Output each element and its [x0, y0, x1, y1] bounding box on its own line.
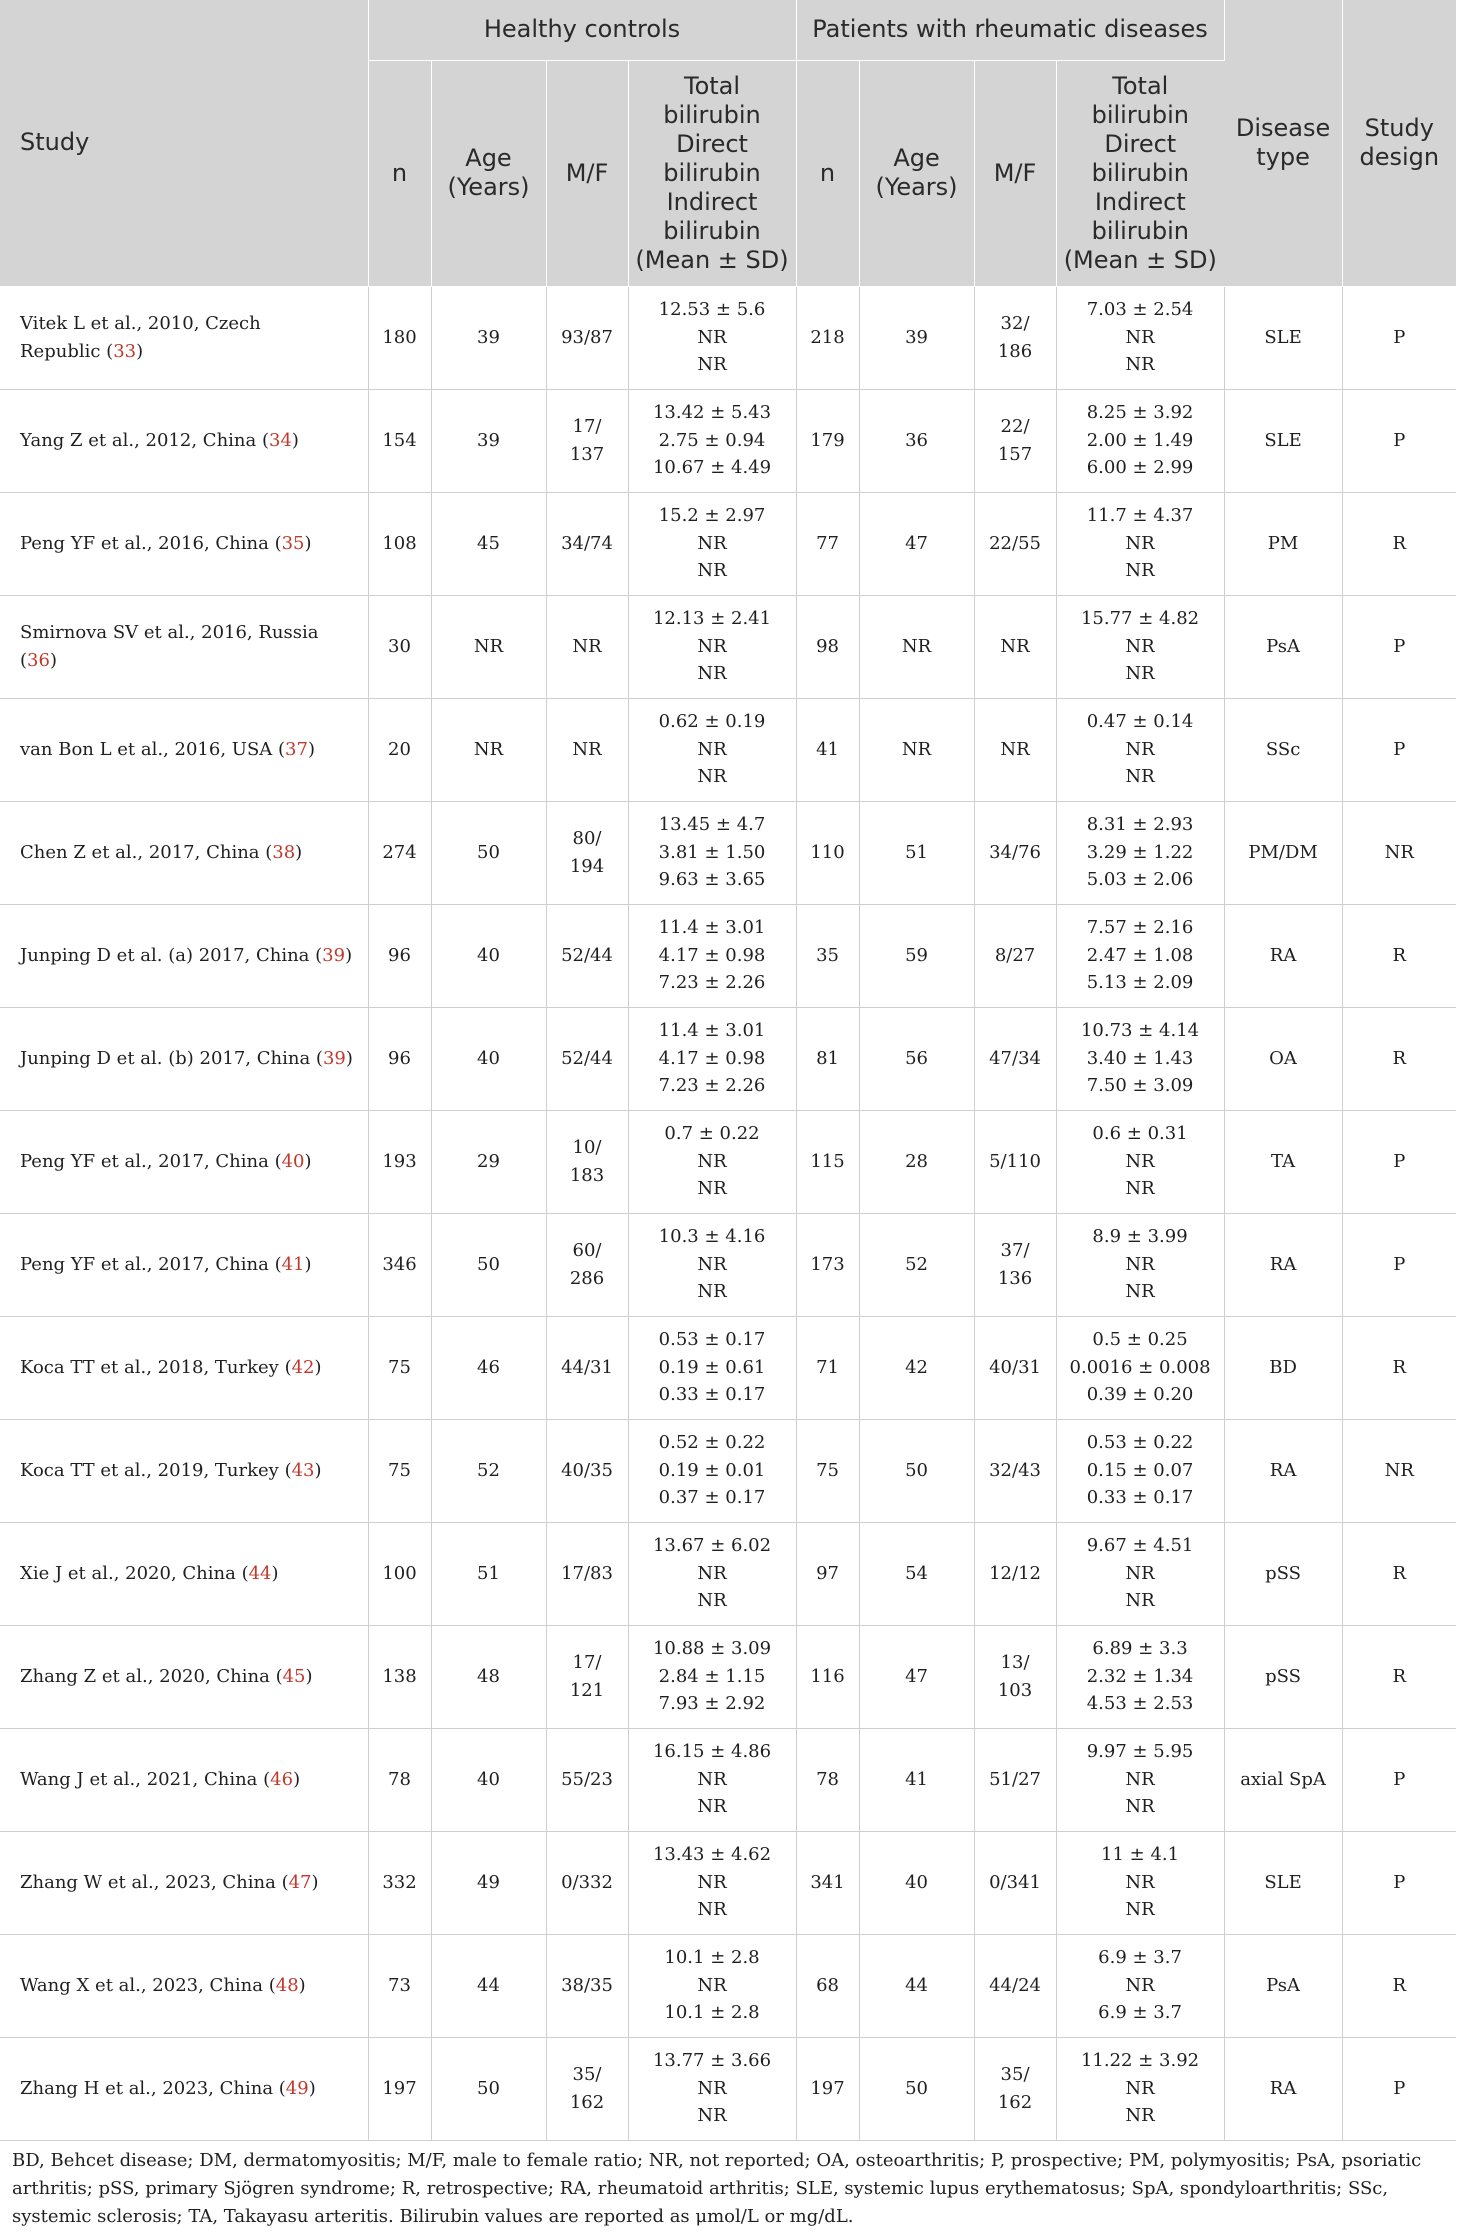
study-design-cell: P: [1342, 2037, 1456, 2140]
study-cell: van Bon L et al., 2016, USA (37): [0, 698, 368, 801]
hc-n-header: n: [368, 60, 431, 286]
study-text: Zhang W et al., 2023, China (: [20, 1871, 289, 1893]
p-age-cell: 59: [859, 904, 974, 1007]
study-design-cell: P: [1342, 1728, 1456, 1831]
hc-n-cell: 100: [368, 1522, 431, 1625]
p-mf-cell: 5/110: [974, 1110, 1056, 1213]
p-mf-cell: NR: [974, 595, 1056, 698]
disease-type-cell: SLE: [1224, 1831, 1342, 1934]
hc-n-cell: 274: [368, 801, 431, 904]
hc-mf-cell: 40/35: [546, 1419, 628, 1522]
study-cell: Wang J et al., 2021, China (46): [0, 1728, 368, 1831]
hc-bilirubin-cell: 0.52 ± 0.22 0.19 ± 0.01 0.37 ± 0.17: [628, 1419, 796, 1522]
p-n-cell: 116: [796, 1625, 859, 1728]
p-age-cell: 41: [859, 1728, 974, 1831]
p-age-cell: 56: [859, 1007, 974, 1110]
p-age-cell: 47: [859, 492, 974, 595]
hc-bilirubin-cell: 0.62 ± 0.19 NR NR: [628, 698, 796, 801]
disease-type-cell: OA: [1224, 1007, 1342, 1110]
hc-n-cell: 154: [368, 389, 431, 492]
study-text: Junping D et al. (b) 2017, China (: [20, 1047, 323, 1069]
p-age-cell: 47: [859, 1625, 974, 1728]
hc-mf-cell: 80/ 194: [546, 801, 628, 904]
hc-mf-cell: 52/44: [546, 1007, 628, 1110]
p-bilirubin-cell: 8.9 ± 3.99 NR NR: [1056, 1213, 1224, 1316]
table-row: [0, 1213, 1456, 1316]
hc-bilirubin-cell: 13.45 ± 4.7 3.81 ± 1.50 9.63 ± 3.65: [628, 801, 796, 904]
hc-age-cell: 49: [431, 1831, 546, 1934]
hc-age-cell: 50: [431, 1213, 546, 1316]
p-age-cell: 50: [859, 2037, 974, 2140]
study-cell: Peng YF et al., 2017, China (41): [0, 1213, 368, 1316]
hc-age-cell: 40: [431, 904, 546, 1007]
disease-type-cell: PM/DM: [1224, 801, 1342, 904]
p-mf-cell: 47/34: [974, 1007, 1056, 1110]
reference-link[interactable]: 41: [281, 1253, 305, 1275]
study-design-cell: NR: [1342, 801, 1456, 904]
p-mf-cell: 12/12: [974, 1522, 1056, 1625]
p-age-cell: 52: [859, 1213, 974, 1316]
p-bilirubin-cell: 11.22 ± 3.92 NR NR: [1056, 2037, 1224, 2140]
hc-n-cell: 20: [368, 698, 431, 801]
hc-mf-cell: NR: [546, 698, 628, 801]
hc-mf-header: M/F: [546, 60, 628, 286]
p-mf-cell: 32/43: [974, 1419, 1056, 1522]
p-bilirubin-cell: 0.5 ± 0.25 0.0016 ± 0.008 0.39 ± 0.20: [1056, 1316, 1224, 1419]
p-n-cell: 77: [796, 492, 859, 595]
study-design-cell: R: [1342, 1316, 1456, 1419]
hc-n-cell: 75: [368, 1419, 431, 1522]
p-n-header: n: [796, 60, 859, 286]
p-mf-cell: 8/27: [974, 904, 1056, 1007]
p-bilirubin-cell: 0.53 ± 0.22 0.15 ± 0.07 0.33 ± 0.17: [1056, 1419, 1224, 1522]
hc-age-cell: 46: [431, 1316, 546, 1419]
disease-type-cell: PsA: [1224, 595, 1342, 698]
p-mf-cell: 51/27: [974, 1728, 1056, 1831]
hc-mf-cell: NR: [546, 595, 628, 698]
hc-age-cell: NR: [431, 698, 546, 801]
hc-n-cell: 78: [368, 1728, 431, 1831]
study-cell: Chen Z et al., 2017, China (38): [0, 801, 368, 904]
table-footnote: BD, Behcet disease; DM, dermatomyositis; M/F, male to female ratio; NR, not reported; OA, osteoarthritis; P, prospective; PM, polymyositis; PsA, psoriatic arthritis; pSS, primary Sjögren syndrome; R, retrospective; RA, rheumatoid arthritis; SLE, systemic lupus erythematosus; SpA, spondyloarthritis; SSc, systemic sclerosis; TA, Takayasu arteritis. Bilirubin values are reported as μmol/L or mg/dL.: [12, 2149, 1422, 2227]
table-row: [0, 1316, 1456, 1419]
table-row: [0, 1522, 1456, 1625]
p-bilirubin-cell: 11.7 ± 4.37 NR NR: [1056, 492, 1224, 595]
p-n-cell: 341: [796, 1831, 859, 1934]
hc-mf-cell: 10/ 183: [546, 1110, 628, 1213]
p-age-cell: 42: [859, 1316, 974, 1419]
hc-bilirubin-cell: 10.88 ± 3.09 2.84 ± 1.15 7.93 ± 2.92: [628, 1625, 796, 1728]
hc-mf-cell: 93/87: [546, 286, 628, 389]
reference-link[interactable]: 39: [322, 944, 346, 966]
study-text: Wang J et al., 2021, China (: [20, 1768, 271, 1790]
p-n-cell: 71: [796, 1316, 859, 1419]
study-text: Peng YF et al., 2016, China (: [20, 532, 282, 554]
p-mf-cell: 22/55: [974, 492, 1056, 595]
hc-age-cell: 39: [431, 286, 546, 389]
disease-type-cell: TA: [1224, 1110, 1342, 1213]
study-design-cell: R: [1342, 1934, 1456, 2037]
hc-age-cell: 39: [431, 389, 546, 492]
p-n-cell: 75: [796, 1419, 859, 1522]
disease-type-cell: RA: [1224, 2037, 1342, 2140]
p-age-cell: 39: [859, 286, 974, 389]
p-bilirubin-cell: 6.89 ± 3.3 2.32 ± 1.34 4.53 ± 2.53: [1056, 1625, 1224, 1728]
p-age-cell: 54: [859, 1522, 974, 1625]
hc-age-cell: 51: [431, 1522, 546, 1625]
reference-link[interactable]: 45: [282, 1665, 306, 1687]
hc-mf-cell: 17/83: [546, 1522, 628, 1625]
reference-link[interactable]: 44: [248, 1562, 272, 1584]
p-mf-cell: 34/76: [974, 801, 1056, 904]
p-bilirubin-cell: 0.6 ± 0.31 NR NR: [1056, 1110, 1224, 1213]
hc-bilirubin-cell: 11.4 ± 3.01 4.17 ± 0.98 7.23 ± 2.26: [628, 904, 796, 1007]
reference-link[interactable]: 33: [113, 340, 137, 362]
study-cell: Koca TT et al., 2018, Turkey (42): [0, 1316, 368, 1419]
table-row: [0, 2037, 1456, 2140]
study-cell: Vitek L et al., 2010, Czech Republic (33): [0, 286, 368, 389]
reference-link[interactable]: 48: [275, 1974, 299, 1996]
hc-mf-cell: 38/35: [546, 1934, 628, 2037]
disease-type-cell: RA: [1224, 904, 1342, 1007]
reference-link[interactable]: 43: [291, 1459, 315, 1481]
hc-n-cell: 193: [368, 1110, 431, 1213]
p-mf-cell: 40/31: [974, 1316, 1056, 1419]
hc-bilirubin-cell: 13.43 ± 4.62 NR NR: [628, 1831, 796, 1934]
hc-mf-cell: 17/ 121: [546, 1625, 628, 1728]
reference-link[interactable]: 36: [27, 649, 50, 671]
table-row: [0, 286, 1456, 389]
hc-bilirubin-cell: 10.1 ± 2.8 NR 10.1 ± 2.8: [628, 1934, 796, 2037]
p-age-cell: NR: [859, 698, 974, 801]
hc-mf-cell: 60/ 286: [546, 1213, 628, 1316]
p-n-cell: 41: [796, 698, 859, 801]
study-design-cell: P: [1342, 1831, 1456, 1934]
disease-type-cell: pSS: [1224, 1522, 1342, 1625]
reference-link[interactable]: 42: [291, 1356, 315, 1378]
p-mf-cell: 37/ 136: [974, 1213, 1056, 1316]
disease-type-cell: SLE: [1224, 286, 1342, 389]
hc-bilirubin-header: Total bilirubin Direct bilirubin Indirect bilirubin (Mean ± SD): [628, 60, 796, 286]
study-text: Yang Z et al., 2012, China (: [20, 429, 269, 451]
p-age-cell: 51: [859, 801, 974, 904]
p-mf-cell: 13/ 103: [974, 1625, 1056, 1728]
study-text: Junping D et al. (a) 2017, China (: [20, 944, 323, 966]
hc-mf-cell: 35/ 162: [546, 2037, 628, 2140]
p-n-cell: 173: [796, 1213, 859, 1316]
hc-age-cell: 44: [431, 1934, 546, 2037]
p-age-cell: 28: [859, 1110, 974, 1213]
study-design-cell: P: [1342, 1213, 1456, 1316]
study-text: Zhang H et al., 2023, China (: [20, 2077, 286, 2099]
study-text: Smirnova SV et al., 2016, Russia (: [20, 622, 319, 671]
hc-n-cell: 73: [368, 1934, 431, 2037]
study-text: Chen Z et al., 2017, China (: [20, 841, 273, 863]
p-bilirubin-cell: 7.57 ± 2.16 2.47 ± 1.08 5.13 ± 2.09: [1056, 904, 1224, 1007]
p-age-cell: 36: [859, 389, 974, 492]
p-n-cell: 78: [796, 1728, 859, 1831]
study-design-cell: R: [1342, 1625, 1456, 1728]
study-design-cell: R: [1342, 1007, 1456, 1110]
disease-type-cell: BD: [1224, 1316, 1342, 1419]
hc-mf-cell: 55/23: [546, 1728, 628, 1831]
hc-n-cell: 138: [368, 1625, 431, 1728]
p-mf-header: M/F: [974, 60, 1056, 286]
table-row: [0, 1728, 1456, 1831]
study-cell: Junping D et al. (b) 2017, China (39): [0, 1007, 368, 1110]
hc-age-cell: 48: [431, 1625, 546, 1728]
p-age-header: Age (Years): [859, 60, 974, 286]
hc-n-cell: 197: [368, 2037, 431, 2140]
table-row: [0, 1625, 1456, 1728]
p-age-cell: 40: [859, 1831, 974, 1934]
disease-type-header: Disease type: [1224, 0, 1342, 286]
p-bilirubin-cell: 7.03 ± 2.54 NR NR: [1056, 286, 1224, 389]
hc-age-cell: NR: [431, 595, 546, 698]
hc-bilirubin-cell: 13.67 ± 6.02 NR NR: [628, 1522, 796, 1625]
reference-link[interactable]: 39: [322, 1047, 346, 1069]
reference-link[interactable]: 34: [269, 429, 292, 451]
table-row: [0, 1831, 1456, 1934]
p-mf-cell: 0/341: [974, 1831, 1056, 1934]
p-bilirubin-cell: 0.47 ± 0.14 NR NR: [1056, 698, 1224, 801]
p-n-cell: 197: [796, 2037, 859, 2140]
study-design-cell: P: [1342, 698, 1456, 801]
p-bilirubin-cell: 8.25 ± 3.92 2.00 ± 1.49 6.00 ± 2.99: [1056, 389, 1224, 492]
reference-link[interactable]: 47: [288, 1871, 312, 1893]
hc-n-cell: 96: [368, 1007, 431, 1110]
hc-age-cell: 40: [431, 1007, 546, 1110]
study-design-header: Study design: [1342, 0, 1456, 286]
p-mf-cell: 22/ 157: [974, 389, 1056, 492]
hc-bilirubin-cell: 13.42 ± 5.43 2.75 ± 0.94 10.67 ± 4.49: [628, 389, 796, 492]
table-row: [0, 698, 1456, 801]
table-row: [0, 801, 1456, 904]
disease-type-cell: axial SpA: [1224, 1728, 1342, 1831]
p-n-cell: 110: [796, 801, 859, 904]
study-design-cell: P: [1342, 286, 1456, 389]
hc-bilirubin-cell: 12.13 ± 2.41 NR NR: [628, 595, 796, 698]
hc-n-cell: 346: [368, 1213, 431, 1316]
disease-type-cell: PsA: [1224, 1934, 1342, 2037]
table-row: [0, 492, 1456, 595]
p-n-cell: 68: [796, 1934, 859, 2037]
p-bilirubin-header: Total bilirubin Direct bilirubin Indirect bilirubin (Mean ± SD): [1056, 60, 1224, 286]
study-text: Peng YF et al., 2017, China (: [20, 1253, 282, 1275]
hc-age-cell: 52: [431, 1419, 546, 1522]
study-cell: Smirnova SV et al., 2016, Russia (36): [0, 595, 368, 698]
study-text: Koca TT et al., 2018, Turkey (: [20, 1356, 292, 1378]
study-text: Zhang Z et al., 2020, China (: [20, 1665, 283, 1687]
hc-age-cell: 50: [431, 801, 546, 904]
p-bilirubin-cell: 15.77 ± 4.82 NR NR: [1056, 595, 1224, 698]
study-cell: Zhang W et al., 2023, China (47): [0, 1831, 368, 1934]
p-bilirubin-cell: 6.9 ± 3.7 NR 6.9 ± 3.7: [1056, 1934, 1224, 2037]
p-bilirubin-cell: 8.31 ± 2.93 3.29 ± 1.22 5.03 ± 2.06: [1056, 801, 1224, 904]
reference-link[interactable]: 37: [285, 738, 308, 760]
reference-link[interactable]: 35: [281, 532, 305, 554]
study-design-cell: P: [1342, 389, 1456, 492]
study-cell: Peng YF et al., 2016, China (35): [0, 492, 368, 595]
study-design-cell: NR: [1342, 1419, 1456, 1522]
hc-mf-cell: 34/74: [546, 492, 628, 595]
study-cell: Junping D et al. (a) 2017, China (39): [0, 904, 368, 1007]
hc-age-header: Age (Years): [431, 60, 546, 286]
hc-bilirubin-cell: 12.53 ± 5.6 NR NR: [628, 286, 796, 389]
hc-n-cell: 180: [368, 286, 431, 389]
hc-age-cell: 29: [431, 1110, 546, 1213]
hc-bilirubin-cell: 15.2 ± 2.97 NR NR: [628, 492, 796, 595]
disease-type-cell: SSc: [1224, 698, 1342, 801]
p-bilirubin-cell: 9.97 ± 5.95 NR NR: [1056, 1728, 1224, 1831]
p-n-cell: 35: [796, 904, 859, 1007]
table-body: [0, 286, 1456, 2140]
hc-age-cell: 45: [431, 492, 546, 595]
table-row: [0, 1110, 1456, 1213]
disease-type-cell: RA: [1224, 1213, 1342, 1316]
disease-type-cell: RA: [1224, 1419, 1342, 1522]
hc-mf-cell: 44/31: [546, 1316, 628, 1419]
hc-n-cell: 75: [368, 1316, 431, 1419]
reference-link[interactable]: 38: [272, 841, 296, 863]
patients-header: Patients with rheumatic diseases: [796, 0, 1224, 60]
p-n-cell: 115: [796, 1110, 859, 1213]
study-text: Peng YF et al., 2017, China (: [20, 1150, 282, 1172]
hc-bilirubin-cell: 11.4 ± 3.01 4.17 ± 0.98 7.23 ± 2.26: [628, 1007, 796, 1110]
table-row: [0, 904, 1456, 1007]
p-mf-cell: 35/ 162: [974, 2037, 1056, 2140]
study-cell: Koca TT et al., 2019, Turkey (43): [0, 1419, 368, 1522]
disease-type-cell: SLE: [1224, 389, 1342, 492]
study-cell: Peng YF et al., 2017, China (40): [0, 1110, 368, 1213]
study-text: van Bon L et al., 2016, USA (: [20, 738, 286, 760]
hc-mf-cell: 17/ 137: [546, 389, 628, 492]
p-age-cell: NR: [859, 595, 974, 698]
study-design-cell: R: [1342, 492, 1456, 595]
study-design-cell: P: [1342, 1110, 1456, 1213]
reference-link[interactable]: 40: [281, 1150, 305, 1172]
healthy-controls-header: Healthy controls: [368, 0, 796, 60]
p-mf-cell: 44/24: [974, 1934, 1056, 2037]
p-age-cell: 50: [859, 1419, 974, 1522]
study-design-cell: R: [1342, 1522, 1456, 1625]
hc-mf-cell: 52/44: [546, 904, 628, 1007]
p-n-cell: 81: [796, 1007, 859, 1110]
study-cell: Zhang Z et al., 2020, China (45): [0, 1625, 368, 1728]
hc-age-cell: 40: [431, 1728, 546, 1831]
table-header: [0, 0, 1456, 286]
study-design-cell: R: [1342, 904, 1456, 1007]
study-text: Vitek L et al., 2010, Czech: [20, 313, 261, 334]
study-text: Xie J et al., 2020, China (: [20, 1562, 249, 1584]
hc-bilirubin-cell: 10.3 ± 4.16 NR NR: [628, 1213, 796, 1316]
p-n-cell: 218: [796, 286, 859, 389]
study-design-cell: P: [1342, 595, 1456, 698]
p-n-cell: 97: [796, 1522, 859, 1625]
disease-type-cell: PM: [1224, 492, 1342, 595]
p-bilirubin-cell: 11 ± 4.1 NR NR: [1056, 1831, 1224, 1934]
study-cell: Zhang H et al., 2023, China (49): [0, 2037, 368, 2140]
study-cell: Xie J et al., 2020, China (44): [0, 1522, 368, 1625]
study-text: Republic (: [20, 340, 114, 362]
study-cell: Wang X et al., 2023, China (48): [0, 1934, 368, 2037]
hc-bilirubin-cell: 13.77 ± 3.66 NR NR: [628, 2037, 796, 2140]
hc-n-cell: 30: [368, 595, 431, 698]
p-mf-cell: 32/ 186: [974, 286, 1056, 389]
study-cell: Yang Z et al., 2012, China (34): [0, 389, 368, 492]
hc-n-cell: 96: [368, 904, 431, 1007]
study-text: Wang X et al., 2023, China (: [20, 1974, 276, 1996]
study-header: Study: [0, 0, 368, 286]
study-text: Koca TT et al., 2019, Turkey (: [20, 1459, 292, 1481]
table-row: [0, 389, 1456, 492]
hc-bilirubin-cell: 16.15 ± 4.86 NR NR: [628, 1728, 796, 1831]
hc-bilirubin-cell: 0.7 ± 0.22 NR NR: [628, 1110, 796, 1213]
p-mf-cell: NR: [974, 698, 1056, 801]
hc-n-cell: 108: [368, 492, 431, 595]
hc-age-cell: 50: [431, 2037, 546, 2140]
p-age-cell: 44: [859, 1934, 974, 2037]
reference-link[interactable]: 46: [270, 1768, 294, 1790]
hc-n-cell: 332: [368, 1831, 431, 1934]
p-n-cell: 98: [796, 595, 859, 698]
disease-type-cell: pSS: [1224, 1625, 1342, 1728]
table-row: [0, 595, 1456, 698]
table-row: [0, 1419, 1456, 1522]
reference-link[interactable]: 49: [285, 2077, 309, 2099]
table-row: [0, 1007, 1456, 1110]
p-bilirubin-cell: 9.67 ± 4.51 NR NR: [1056, 1522, 1224, 1625]
p-bilirubin-cell: 10.73 ± 4.14 3.40 ± 1.43 7.50 ± 3.09: [1056, 1007, 1224, 1110]
hc-mf-cell: 0/332: [546, 1831, 628, 1934]
hc-bilirubin-cell: 0.53 ± 0.17 0.19 ± 0.61 0.33 ± 0.17: [628, 1316, 796, 1419]
p-n-cell: 179: [796, 389, 859, 492]
table-row: [0, 1934, 1456, 2037]
